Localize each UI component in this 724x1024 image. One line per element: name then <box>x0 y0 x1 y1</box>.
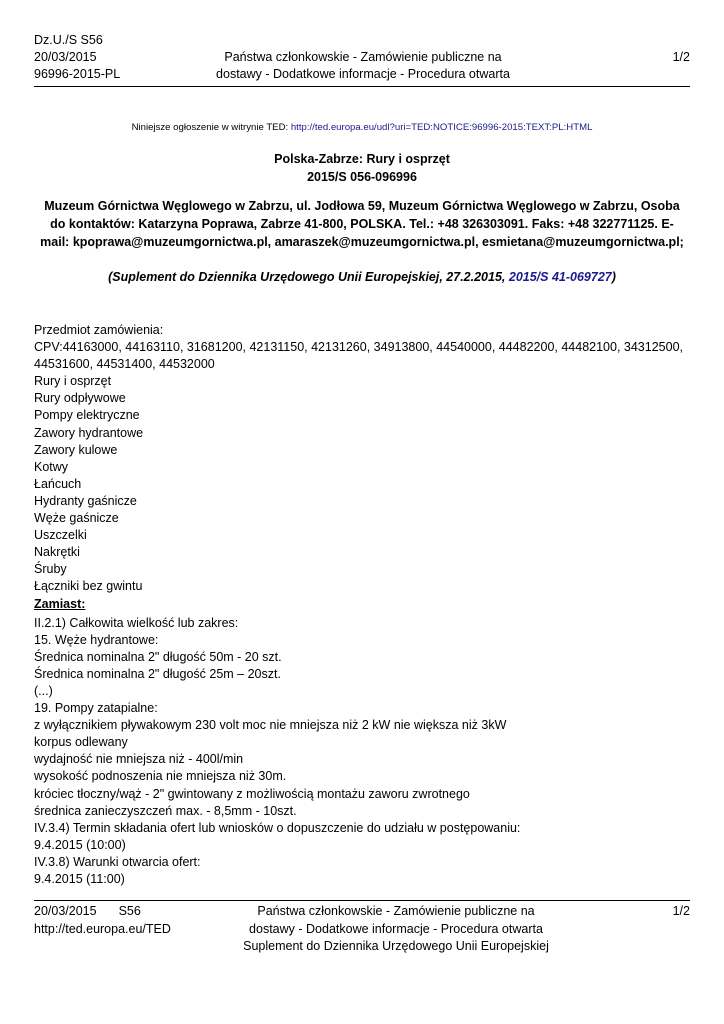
supplement-close: ) <box>611 270 616 284</box>
list-item: Kotwy <box>34 459 69 474</box>
header-category <box>184 49 542 83</box>
detail-line: II.2.1) Całkowita wielkość lub zakres: <box>34 615 239 630</box>
detail-line: korpus odlewany <box>34 735 128 750</box>
detail-line: wysokość podnoszenia nie mniejsza niż 30m. <box>34 769 287 784</box>
detail-line: 9.4.2015 (10:00) <box>34 837 126 852</box>
footer-category <box>184 903 608 956</box>
list-item: Pompy elektryczne <box>34 408 140 423</box>
footer-url: http://ted.europa.eu/TED <box>34 921 171 936</box>
instead-heading: Zamiast: <box>34 596 86 611</box>
detail-line: średnica zanieczyszczeń max. - 8,5mm - 10szt. <box>34 803 297 818</box>
list-item: Zawory kulowe <box>34 442 118 457</box>
detail-line: 9.4.2015 (11:00) <box>34 872 125 886</box>
list-item: Węże gaśnicze <box>34 511 119 526</box>
header-notice-number: 96996-2015-PL <box>34 67 121 81</box>
footer-category-line-1: Państwa członkowskie - Zamówienie publiczne na <box>257 904 535 918</box>
detail-line: IV.3.8) Warunki otwarcia ofert: <box>34 854 201 869</box>
footer-category-line-3: Suplement do Dziennika Urzędowego Unii Europejskiej <box>243 939 549 953</box>
footer-divider <box>34 900 690 901</box>
list-item: Uszczelki <box>34 528 87 543</box>
detail-line: 15. Węże hydrantowe: <box>34 632 159 647</box>
notice-title <box>0 150 724 186</box>
footer-series: S56 <box>118 904 141 918</box>
notice-title-subject: Polska-Zabrze: Rury i osprzęt <box>274 152 450 166</box>
list-item: Hydranty gaśnicze <box>34 493 137 508</box>
detail-line: IV.3.4) Termin składania ofert lub wniosków o dopuszczenie do udziału w postępowaniu: <box>34 820 521 835</box>
header-journal-ref: Dz.U./S S56 <box>34 33 103 47</box>
detail-line: wydajność nie mniejsza niż - 400l/min <box>34 752 244 767</box>
header-category-line-2: dostawy - Dodatkowe informacje - Procedura otwarta <box>216 67 510 81</box>
list-item: Rury i osprzęt <box>34 374 112 389</box>
header-reference <box>34 32 120 83</box>
list-item: Łańcuch <box>34 476 82 491</box>
notice-title-number: 2015/S 056-096996 <box>307 170 417 184</box>
footer-page-number: 1/2 <box>672 904 690 918</box>
ted-notice <box>0 122 724 133</box>
footer-date: 20/03/2015 <box>34 904 97 918</box>
supplement-reference <box>0 270 724 284</box>
notice-body <box>34 322 684 888</box>
contracting-authority: Muzeum Górnictwa Węglowego w Zabrzu, ul. Jodłowa 59, Muzeum Górnictwa Węglowego w Zabrzu, Osoba do kontaktów: Katarzyna Poprawa, Zabrze 41-800, POLSKA. Tel.: +48 326303091. Faks: +48 322771125. E-mail: kpoprawa@muzeumgornictwa.pl, amaraszek@muzeumgornictwa.pl, esmietana@muzeumgornictwa.pl; <box>40 199 684 249</box>
footer-reference <box>34 903 171 938</box>
list-item: Nakrętki <box>34 545 80 560</box>
detail-line: (...) <box>34 683 53 698</box>
page-header <box>34 32 690 86</box>
supplement-text: (Suplement do Dziennika Urzędowego Unii Europejskiej, 27.2.2015, <box>108 270 509 284</box>
header-category-line-1: Państwa członkowskie - Zamówienie publiczne na <box>224 50 502 64</box>
header-date: 20/03/2015 <box>34 50 97 64</box>
ted-notice-label: Niniejsze ogłoszenie w witrynie TED: <box>131 122 291 133</box>
detail-line: 19. Pompy zatapialne: <box>34 701 158 716</box>
ted-notice-link[interactable]: http://ted.europa.eu/udl?uri=TED:NOTICE:96996-2015:TEXT:PL:HTML <box>290 122 593 133</box>
header-page-number: 1/2 <box>672 50 690 64</box>
cpv-codes: CPV:44163000, 44163110, 31681200, 42131150, 42131260, 34913800, 44540000, 44482200, 44482100, 34312500, 44531600, 44531400, 44532000 <box>34 340 683 372</box>
list-item: Śruby <box>34 562 67 577</box>
list-item: Rury odpływowe <box>34 391 126 406</box>
detail-line: króciec tłoczny/wąż - 2" gwintowany z możliwością montażu zaworu zwrotnego <box>34 786 470 801</box>
detail-line: Średnica nominalna 2" długość 50m - 20 szt. <box>34 649 282 664</box>
list-item: Zawory hydrantowe <box>34 425 144 440</box>
subject-label: Przedmiot zamówienia: <box>34 323 164 337</box>
detail-line: z wyłącznikiem pływakowym 230 volt moc nie mniejsza niż 2 kW nie większa niż 3kW <box>34 718 507 733</box>
footer-category-line-2: dostawy - Dodatkowe informacje - Procedura otwarta <box>249 921 543 936</box>
list-item: Łączniki bez gwintu <box>34 579 143 594</box>
header-divider <box>34 86 690 87</box>
supplement-ref-link[interactable]: 2015/S 41-069727 <box>508 270 612 284</box>
detail-line: Średnica nominalna 2" długość 25m – 20szt. <box>34 666 281 681</box>
